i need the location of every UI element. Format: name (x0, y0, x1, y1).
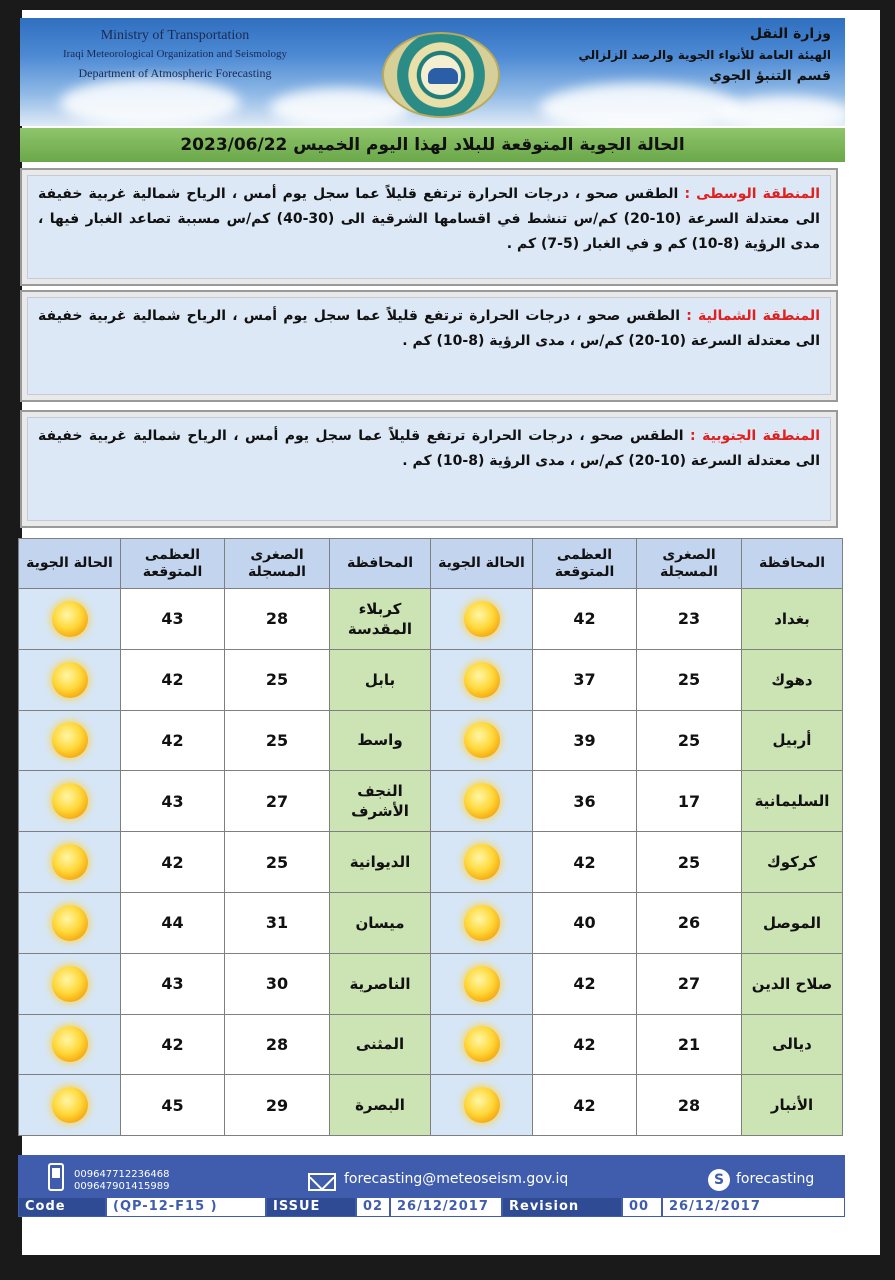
min-temperature: 31 (225, 892, 330, 953)
organization-name-ar: الهيئة العامة للأنواء الجوية والرصد الزلزالي (578, 48, 831, 62)
min-temperature: 30 (225, 953, 330, 1014)
weather-condition (431, 649, 533, 710)
region-name: المنطقة الشمالية : (686, 308, 820, 324)
max-temperature: 44 (121, 892, 225, 953)
header-min-recorded: الصغرى المسجلة (637, 539, 742, 589)
min-temperature: 17 (637, 771, 742, 832)
footer-bar (18, 1155, 845, 1217)
english-org-name (30, 26, 320, 83)
envelope-icon (308, 1173, 336, 1191)
region-south (20, 410, 838, 528)
sun-icon (464, 844, 500, 880)
header-weather: الحالة الجوية (19, 539, 121, 589)
department-name-ar: قسم التنبؤ الجوي (709, 68, 831, 84)
governorate-name: ديالى (742, 1014, 843, 1075)
sun-icon (52, 844, 88, 880)
governorate-name: النجف الأشرف (330, 771, 431, 832)
organization-logo-icon (382, 32, 500, 118)
weather-condition (19, 1014, 121, 1075)
sun-icon (52, 783, 88, 819)
weather-condition (19, 1075, 121, 1136)
forecast-table (18, 538, 843, 1136)
governorate-name: أربيل (742, 710, 843, 771)
header-governorate: المحافظة (742, 539, 843, 589)
min-temperature: 23 (637, 589, 742, 650)
weather-condition (431, 1014, 533, 1075)
header-min-recorded: الصغرى المسجلة (225, 539, 330, 589)
min-temperature: 25 (637, 832, 742, 893)
sun-icon (52, 1026, 88, 1062)
bulletin-title: الحالة الجوية المتوقعة للبلاد لهذا اليوم الخميس 2023/06/22 (20, 128, 845, 162)
governorate-name: الأنبار (742, 1075, 843, 1136)
sun-icon (52, 662, 88, 698)
governorate-name: الموصل (742, 892, 843, 953)
min-temperature: 27 (637, 953, 742, 1014)
department-name-en: Department of Atmospheric Forecasting (78, 66, 272, 80)
weather-condition (19, 832, 121, 893)
issue-label: ISSUE (267, 1198, 357, 1216)
min-temperature: 25 (225, 649, 330, 710)
governorate-name: كربلاء المقدسة (330, 589, 431, 650)
max-temperature: 42 (533, 589, 637, 650)
sun-icon (464, 783, 500, 819)
table-row (19, 892, 843, 953)
min-temperature: 28 (225, 589, 330, 650)
region-name: المنطقة الجنوبية : (690, 428, 820, 444)
header-banner (20, 18, 845, 126)
weather-condition (431, 710, 533, 771)
region-central (20, 168, 838, 286)
arabic-org-name (541, 24, 831, 87)
max-temperature: 42 (121, 710, 225, 771)
sun-icon (52, 1087, 88, 1123)
max-temperature: 42 (121, 832, 225, 893)
header-max-expected: العظمى المتوقعة (121, 539, 225, 589)
min-temperature: 26 (637, 892, 742, 953)
max-temperature: 42 (533, 1075, 637, 1136)
code-label: Code (19, 1198, 107, 1216)
revision-number: 00 (623, 1198, 663, 1216)
document-code-bar (18, 1197, 845, 1217)
phone-numbers (74, 1169, 169, 1193)
weather-condition (19, 771, 121, 832)
sun-icon (464, 1087, 500, 1123)
max-temperature: 40 (533, 892, 637, 953)
governorate-name: الناصرية (330, 953, 431, 1014)
governorate-name: الديوانية (330, 832, 431, 893)
min-temperature: 29 (225, 1075, 330, 1136)
issue-date: 26/12/2017 (391, 1198, 503, 1216)
table-row (19, 1014, 843, 1075)
table-row (19, 771, 843, 832)
region-north (20, 290, 838, 402)
weather-condition (19, 892, 121, 953)
weather-condition (431, 771, 533, 832)
max-temperature: 45 (121, 1075, 225, 1136)
table-row (19, 1075, 843, 1136)
max-temperature: 42 (121, 649, 225, 710)
min-temperature: 25 (225, 832, 330, 893)
governorate-name: ميسان (330, 892, 431, 953)
min-temperature: 28 (637, 1075, 742, 1136)
max-temperature: 37 (533, 649, 637, 710)
max-temperature: 43 (121, 589, 225, 650)
region-forecast-text: الطقس صحو ، درجات الحرارة ترتفع قليلاً عما سجل يوم أمس ، الرياح شمالية غربية خفيفة الى معتدلة السرعة (10-20) كم/س تنشط في اقسامها الشرقية الى (30-40) كم/س مسببة تصاعد الغبار فيها ، مدى الرؤية (8-10) كم و في الغبار (5-7) كم . (38, 186, 820, 252)
organization-name-en: Iraqi Meteorological Organization and Seismology (62, 48, 288, 60)
min-temperature: 25 (637, 649, 742, 710)
governorate-name: بابل (330, 649, 431, 710)
min-temperature: 27 (225, 771, 330, 832)
table-header-row (19, 539, 843, 589)
sun-icon (464, 905, 500, 941)
max-temperature: 43 (121, 771, 225, 832)
weather-condition (431, 832, 533, 893)
weather-condition (431, 1075, 533, 1136)
table-row (19, 710, 843, 771)
ministry-name-ar: وزارة النقل (749, 26, 831, 42)
min-temperature: 21 (637, 1014, 742, 1075)
region-name: المنطقة الوسطى : (684, 186, 820, 202)
weather-condition (19, 710, 121, 771)
phone-number: 009647901415989 (74, 1181, 170, 1192)
max-temperature: 39 (533, 710, 637, 771)
email-address[interactable]: forecasting@meteoseism.gov.iq (344, 1171, 569, 1187)
table-row (19, 589, 843, 650)
header-weather: الحالة الجوية (431, 539, 533, 589)
governorate-name: السليمانية (742, 771, 843, 832)
phone-icon (48, 1163, 64, 1191)
region-forecast-text: الطقس صحو ، درجات الحرارة ترتفع قليلاً عما سجل يوم أمس ، الرياح شمالية غربية خفيفة الى معتدلة السرعة (10-20) كم/س ، مدى الرؤية (8-10) كم . (38, 428, 820, 469)
skype-icon: S (708, 1169, 730, 1191)
sun-icon (52, 722, 88, 758)
weather-condition (431, 589, 533, 650)
sun-icon (52, 905, 88, 941)
phone-number: 009647712236468 (74, 1169, 170, 1180)
table-row (19, 649, 843, 710)
sun-icon (464, 1026, 500, 1062)
table-row (19, 953, 843, 1014)
revision-label: Revision (503, 1198, 623, 1216)
max-temperature: 43 (121, 953, 225, 1014)
header-max-expected: العظمى المتوقعة (533, 539, 637, 589)
weather-condition (431, 892, 533, 953)
governorate-name: دهوك (742, 649, 843, 710)
min-temperature: 25 (637, 710, 742, 771)
sun-icon (464, 662, 500, 698)
skype-account[interactable]: forecasting (736, 1171, 815, 1187)
governorate-name: صلاح الدين (742, 953, 843, 1014)
governorate-name: كركوك (742, 832, 843, 893)
governorate-name: البصرة (330, 1075, 431, 1136)
governorate-name: بغداد (742, 589, 843, 650)
max-temperature: 42 (533, 1014, 637, 1075)
ministry-name-en: Ministry of Transportation (100, 28, 250, 43)
issue-number: 02 (357, 1198, 391, 1216)
sun-icon (464, 601, 500, 637)
max-temperature: 42 (533, 832, 637, 893)
max-temperature: 42 (533, 953, 637, 1014)
weather-condition (431, 953, 533, 1014)
governorate-name: واسط (330, 710, 431, 771)
sun-icon (52, 601, 88, 637)
min-temperature: 25 (225, 710, 330, 771)
max-temperature: 36 (533, 771, 637, 832)
max-temperature: 42 (121, 1014, 225, 1075)
header-governorate: المحافظة (330, 539, 431, 589)
weather-condition (19, 649, 121, 710)
revision-date: 26/12/2017 (663, 1198, 844, 1216)
weather-condition (19, 953, 121, 1014)
governorate-name: المثنى (330, 1014, 431, 1075)
code-value: (QP-12-F15 ) (107, 1198, 267, 1216)
region-forecast-text: الطقس صحو ، درجات الحرارة ترتفع قليلاً عما سجل يوم أمس ، الرياح شمالية غربية خفيفة الى معتدلة السرعة (10-20) كم/س ، مدى الرؤية (8-10) كم . (38, 308, 820, 349)
sun-icon (464, 966, 500, 1002)
sun-icon (464, 722, 500, 758)
sun-icon (52, 966, 88, 1002)
weather-condition (19, 589, 121, 650)
min-temperature: 28 (225, 1014, 330, 1075)
table-row (19, 832, 843, 893)
